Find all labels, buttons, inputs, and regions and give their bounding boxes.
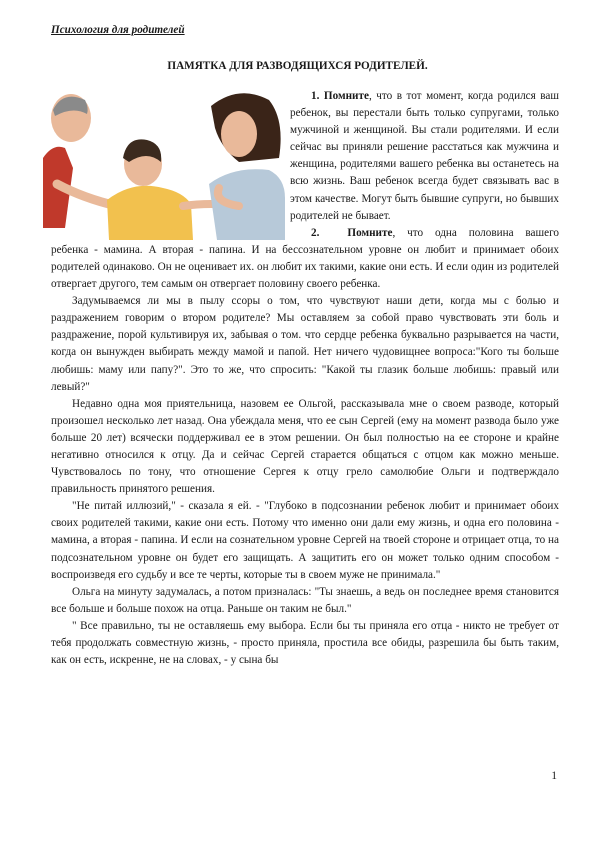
family-illustration (43, 88, 285, 240)
paragraph: Недавно одна моя приятельница, назовем ее Ольгой, рассказывала мне о своем разводе, который произошел несколько лет назад. Она убеждала меня, что ее сын Сергей (ему на момент развода было уже больше 20 лет) всячески поддерживал ее в этом решении. Он был полностью на ее стороне и крайне негативно относился к отцу. Да и сейчас Сергей старается общаться с отцом как можно меньше. Чувствовалось по тону, что отношение Сергея к отцу грело самолюбие Ольги и подтверждало правильность принятого решения. (51, 397, 559, 496)
woman-shirt (209, 169, 285, 240)
document-body (51, 88, 559, 669)
woman-head (221, 111, 257, 157)
paragraph: " Все правильно, ты не оставляешь ему выбора. Если бы ты приняла его отца - никто не требует от тебя продолжать совместную жизнь, - просто приняла, простила все обиды, разрешила бы быть таким, как он есть, искренне, не на словах, - у сына бы (51, 619, 559, 667)
paragraph: Задумываемся ли мы в пылу ссоры о том, что чувствуют наши дети, когда мы с болью и раздражением говорим о втором родителе? Мы оставляем за собой право чувствовать эти боль и раздражение, порой культивируя их, забывая о том. что сердце ребенка буквально разрывается на части, когда он вынужден выбирать между мамой и папой. Нет ничего чудовищнее вопроса:"Кого ты больше любишь: маму или папу?". Это то же, что спросить: "Какой ты глазик больше любишь: правый или левый?" (51, 295, 559, 393)
item-1-keyword: Помните (323, 90, 369, 102)
page-header: Психология для родителей (51, 24, 185, 36)
item-2-keyword: Помните (347, 226, 393, 239)
item-1-number: 1. (311, 90, 320, 102)
page-number: 1 (551, 770, 557, 782)
item-2-number: 2. (311, 226, 320, 239)
paragraph: "Не питай иллюзий," - сказала я ей. - "Глубоко в подсознании ребенок любит и принимает обоих своих родителей такими, какие они есть. Потому что именно они дали ему жизнь, и одна его половина - мамина, а вторая - папина. И если на сознательном уровне Сергей на твоей стороне и отрицает отца, то на подсознательном уровне он будет его защищать. А защитить его он может только одним способом - воспроизведя его судьбу и все те черты, которые ты в своем муже не принимала." (51, 500, 559, 581)
family-argument-photo (43, 88, 285, 240)
boy-shirt (107, 186, 193, 240)
paragraph: Ольга на минуту задумалась, а потом призналась: "Ты знаешь, а ведь он последнее время становится все больше и больше похож на отца. Раньше он таким не был." (51, 585, 559, 615)
page-title: ПАМЯТКА ДЛЯ РАЗВОДЯЩИХСЯ РОДИТЕЛЕЙ. (167, 60, 428, 72)
item-2-text: , что одна половина вашего ребенка - мамина. А вторая - папина. И на бессознательном уровне он любит и принимает обоих родителей одинаково. Он не оценивает их. он любит их такими, какие они есть. И если один из родителей отвергает другого, тем самым он отвергает половину своего ребенка. (51, 226, 559, 291)
item-1-text: , что в тот момент, когда родился ваш ребенок, вы перестали быть только супругами, только мужчиной и женщиной. Вы стали родителями. И если сейчас вы приняли решение расстаться как мужчина и женщина, родителями вашего ребенка вы останетесь на всю жизнь. Ваш ребенок всегда будет связывать вас в этом качестве. Могут быть бывшие супруги, но бывших родителей не бывает. (290, 90, 559, 222)
